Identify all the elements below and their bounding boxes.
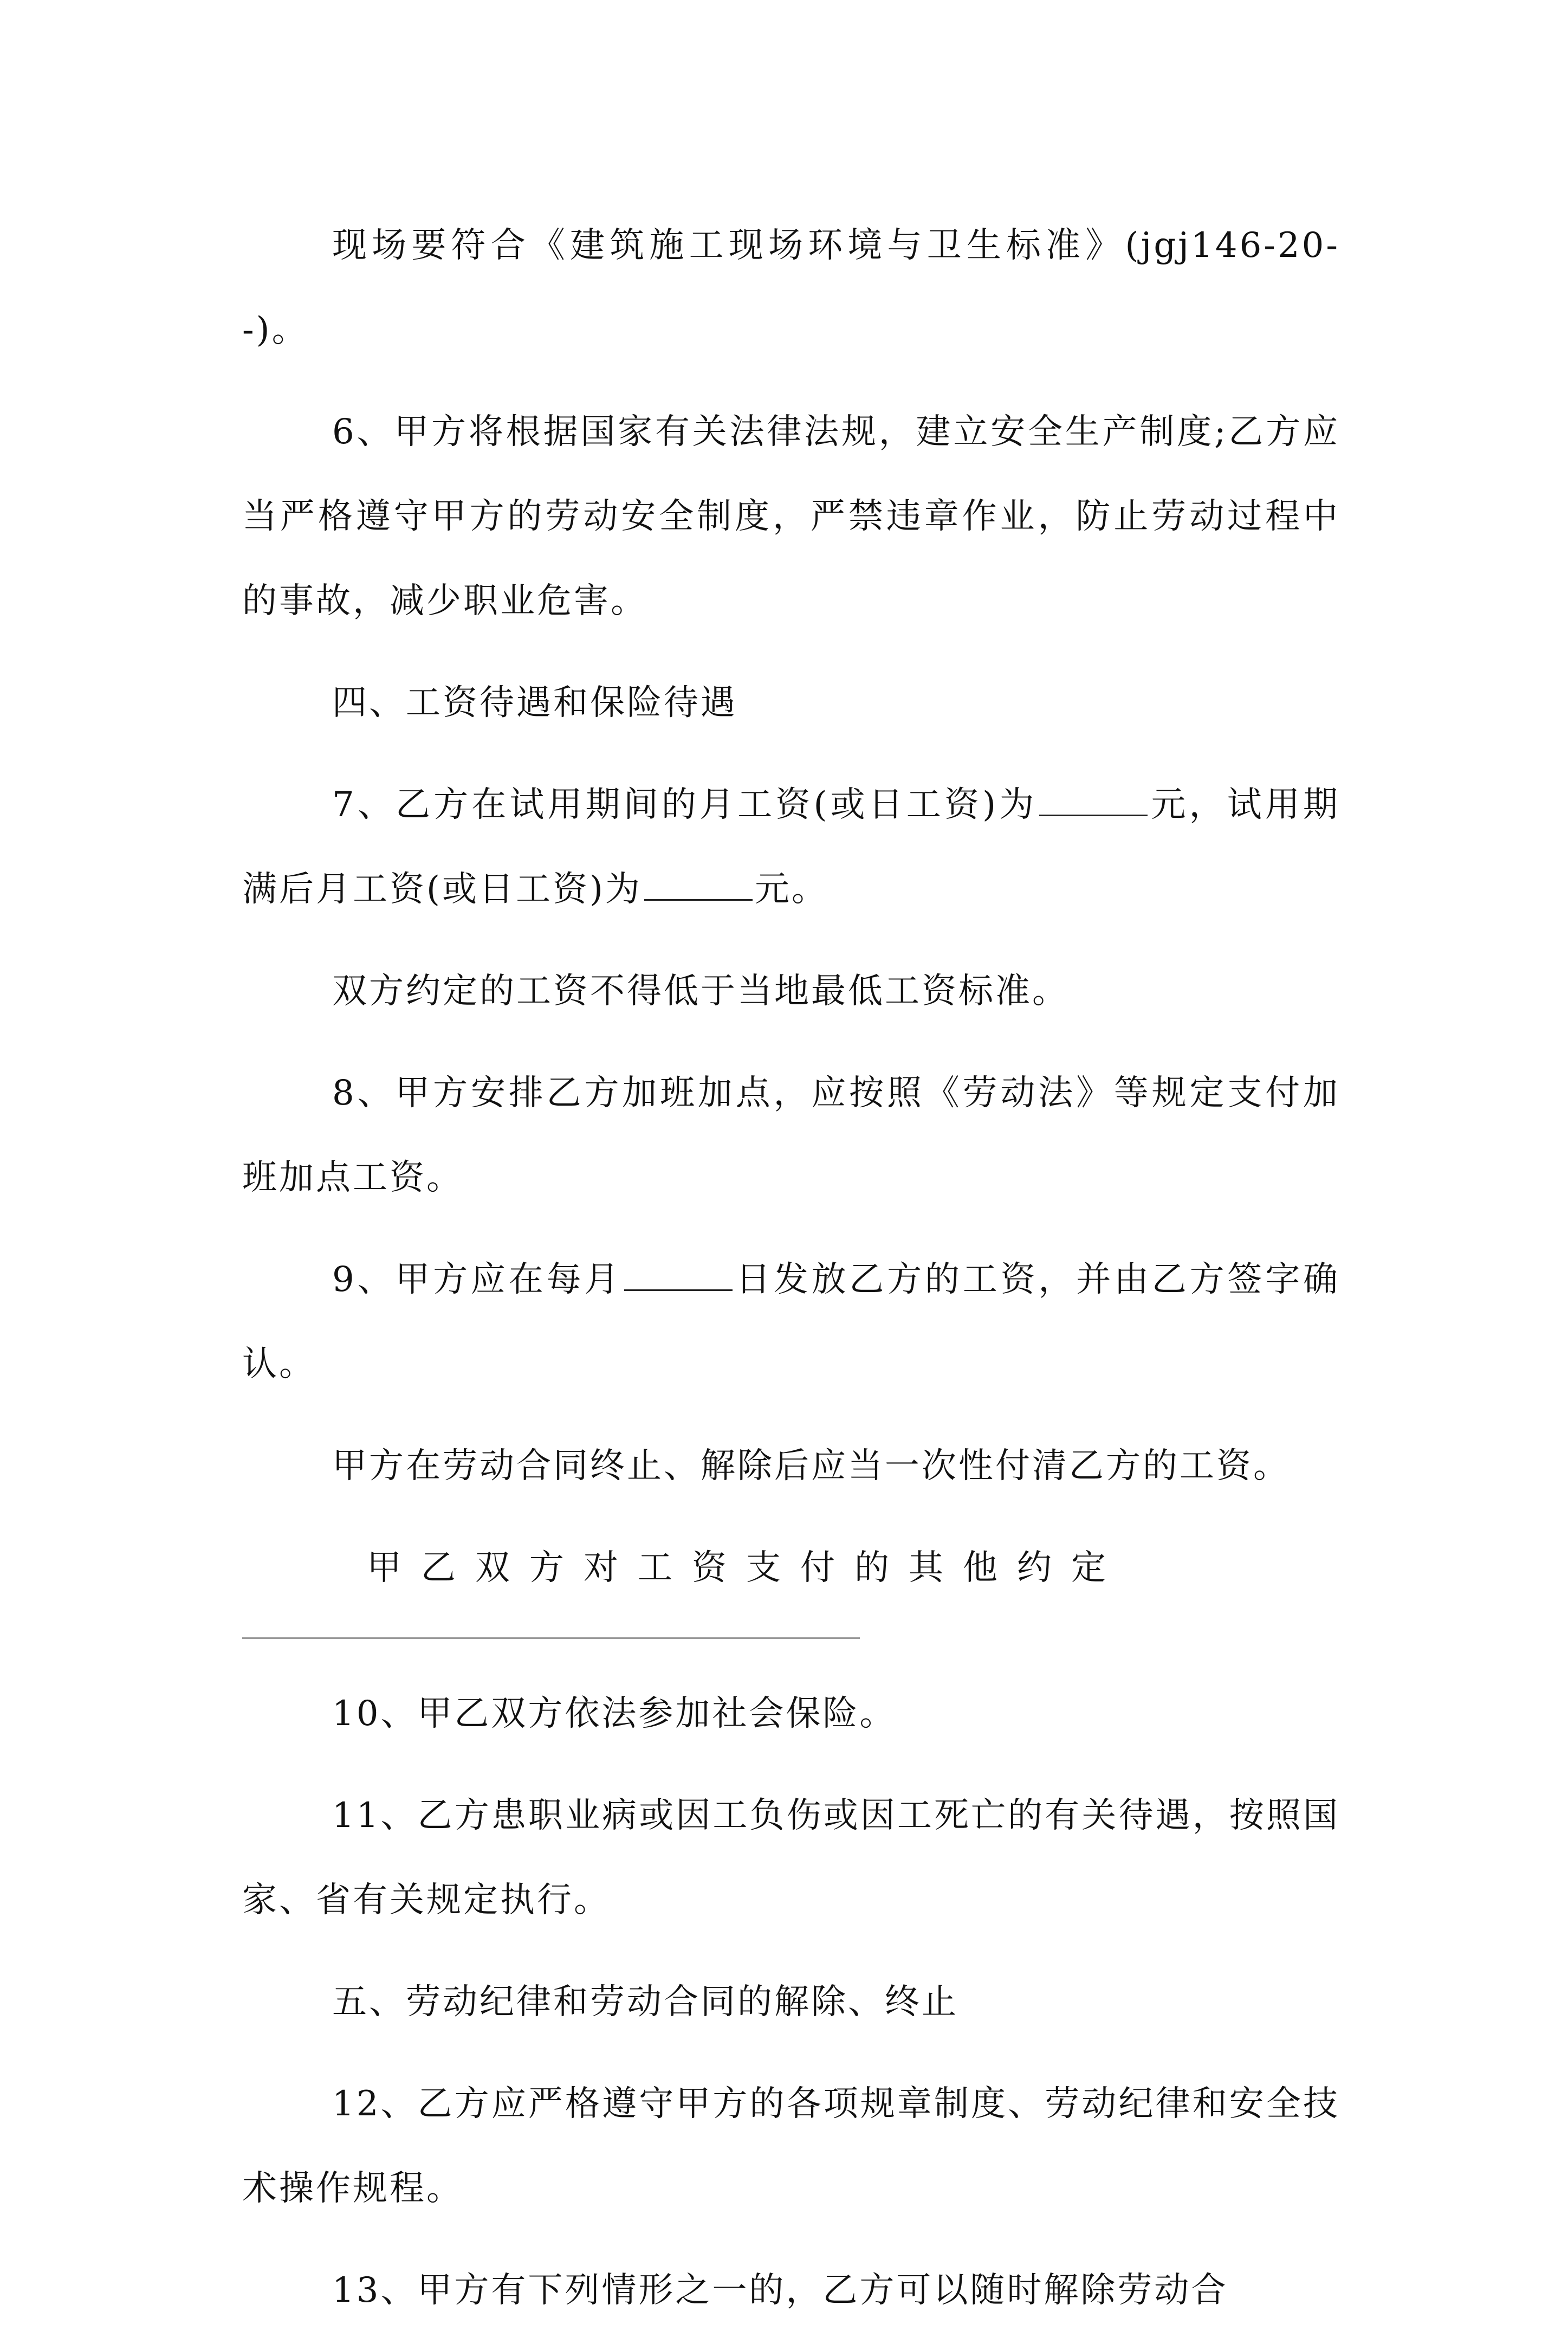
paragraph-clause-12: 12、乙方应严格遵守甲方的各项规章制度、劳动纪律和安全技术操作规程。 — [242, 2084, 1340, 2209]
clause-9-text-a: 9、甲方应在每月 — [332, 1260, 623, 1300]
payday-blank — [624, 1258, 733, 1291]
paragraph-clause-11: 11、乙方患职业病或因工负伤或因工死亡的有关待遇，按照国家、省有关规定执行。 — [242, 1796, 1340, 1920]
paragraph-clause-9 — [242, 1237, 1340, 1406]
clause-7-text-a: 7、乙方在试用期间的月工资(或日工资)为 — [332, 785, 1038, 825]
section-heading-wages: 四、工资待遇和保险待遇 — [332, 683, 737, 723]
other-terms-blank-line — [242, 1637, 860, 1639]
clause-7-text-c: 元。 — [754, 869, 828, 909]
document-page — [242, 203, 1340, 2350]
paragraph-minimum-wage: 双方约定的工资不得低于当地最低工资标准。 — [332, 971, 1069, 1011]
paragraph-clause-8: 8、甲方安排乙方加班加点，应按照《劳动法》等规定支付加班加点工资。 — [242, 1073, 1340, 1198]
paragraph-clause-6: 6、甲方将根据国家有关法律法规，建立安全生产制度;乙方应当严格遵守甲方的劳动安全制度，严禁违章作业，防止劳动过程中的事故，减少职业危害。 — [242, 412, 1340, 621]
paragraph-site-standard: 现场要符合《建筑施工现场环境与卫生标准》(jgj146-20--)。 — [242, 225, 1340, 350]
paragraph-clause-10: 10、甲乙双方依法参加社会保险。 — [332, 1694, 897, 1734]
section-heading-discipline: 五、劳动纪律和劳动合同的解除、终止 — [332, 1982, 958, 2022]
regular-wage-blank — [644, 868, 753, 901]
paragraph-clause-7 — [242, 763, 1340, 932]
paragraph-other-wage-terms: 甲乙双方对工资支付的其他约定 — [367, 1548, 1125, 1588]
clause-7-text-b: 元，试用期满后月工资(或日工资)为 — [242, 785, 1340, 909]
clause-9-text-b: 日发放乙方的工资，并由乙方签字确认。 — [242, 1260, 1340, 1384]
paragraph-final-payment: 甲方在劳动合同终止、解除后应当一次性付清乙方的工资。 — [332, 1446, 1290, 1486]
trial-wage-blank — [1039, 783, 1148, 816]
paragraph-clause-13: 13、甲方有下列情形之一的，乙方可以随时解除劳动合 — [332, 2270, 1228, 2310]
